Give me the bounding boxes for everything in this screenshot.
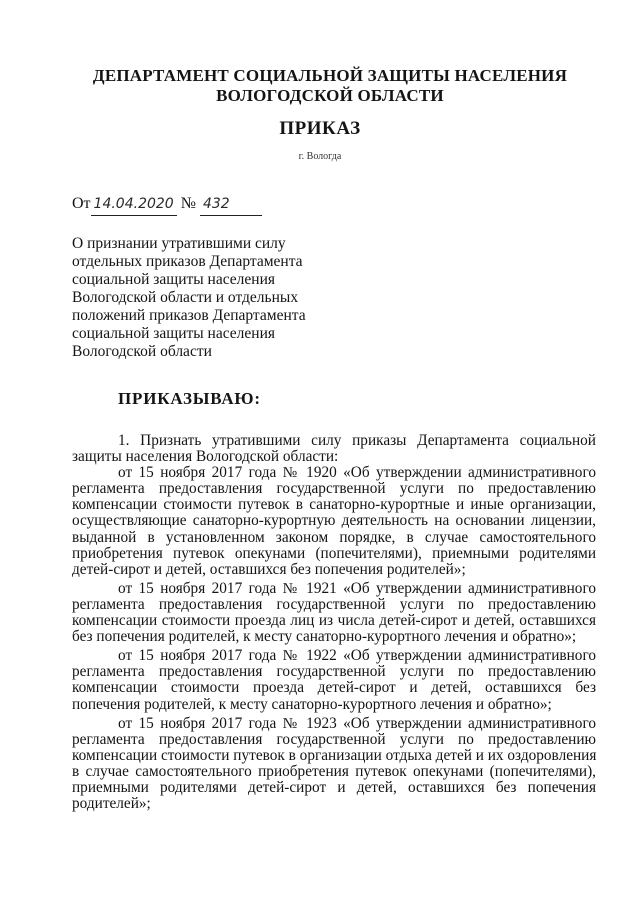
para3-line: попечения родителей, к месту санаторно-курортного лечения и обратно»;	[72, 695, 552, 713]
subject-line: положений приказов Департамента	[72, 307, 306, 324]
para1-line: осуществляющие санаторно-курортную деятельность на основании лицензии,	[72, 512, 596, 530]
para1-line: компенсации стоимости путевок в санаторно-курортные и иные организации,	[72, 496, 596, 514]
para1-line: регламента предоставления государственной услуги по предоставлению	[72, 480, 596, 498]
order-date-number-line	[72, 193, 262, 216]
para4-line: в случае самостоятельного приобретения путевок опекунами (попечителями),	[72, 762, 596, 780]
para1-line: приобретения путевок опекунами (попечителями), приемными родителями	[72, 544, 596, 562]
para4-line: компенсации стоимости путевок в организации отдыха детей и их оздоровления	[72, 746, 597, 764]
para2-line: без попечения родителей, к месту санаторно-курортного лечения и обратно»;	[72, 628, 577, 646]
document-type-title: ПРИКАЗ	[279, 118, 361, 139]
handwritten-order-number: 432	[200, 193, 262, 216]
para4-line: регламента предоставления государственной услуги по предоставлению	[72, 730, 596, 748]
para1-line: выданной в установленном законом порядке, в случае самостоятельного	[72, 528, 596, 546]
para1-line: детей-сирот и детей, оставшихся без попечения родителей»;	[72, 560, 466, 578]
handwritten-date: 14.04.2020	[91, 193, 177, 216]
department-name-line2: ВОЛОГОДСКОЙ ОБЛАСТИ	[216, 86, 444, 105]
subject-line: социальной защиты населения	[72, 325, 276, 342]
item1-line: 1. Признать утратившими силу приказы Департамента социальной	[118, 432, 596, 449]
para3-line: от 15 ноября 2017 года № 1922 «Об утверждении административного	[118, 647, 596, 665]
para4-line: родителей»;	[72, 795, 151, 813]
order-subject	[72, 235, 306, 361]
department-name-line1: ДЕПАРТАМЕНТ СОЦИАЛЬНОЙ ЗАЩИТЫ НАСЕЛЕНИЯ	[92, 66, 568, 85]
para2-line: регламента предоставления государственной услуги по предоставлению	[72, 595, 596, 613]
subject-line: Вологодской области	[72, 343, 212, 360]
para3-line: компенсации стоимости проезда детей-сирот и детей, оставшихся без	[72, 679, 596, 697]
item1-line: защиты населения Вологодской области:	[72, 448, 339, 466]
subject-line: социальной защиты населения	[72, 271, 276, 288]
subject-line: Вологодской области и отдельных	[72, 289, 299, 306]
city-label: г. Вологда	[298, 151, 342, 162]
para2-line: от 15 ноября 2017 года № 1921 «Об утверждении административного	[118, 579, 596, 597]
department-header	[60, 66, 600, 106]
subject-line: отдельных приказов Департамента	[72, 253, 303, 270]
para1-line: от 15 ноября 2017 года № 1920 «Об утверждении административного	[118, 464, 596, 482]
from-label: От	[72, 195, 91, 212]
order-body	[72, 433, 596, 812]
para4-line: приемными родителями детей-сирот и детей, оставшихся без попечения	[72, 778, 596, 796]
subject-line: О признании утратившими силу	[72, 235, 286, 252]
para3-line: регламента предоставления государственной услуги по предоставлению	[72, 663, 596, 681]
para4-line: от 15 ноября 2017 года № 1923 «Об утверждении административного	[118, 714, 596, 732]
number-label: №	[180, 195, 196, 212]
order-directive-heading: ПРИКАЗЫВАЮ:	[118, 389, 261, 408]
para2-line: компенсации стоимости проезда лиц из числа детей-сирот и детей, оставшихся	[72, 612, 596, 630]
